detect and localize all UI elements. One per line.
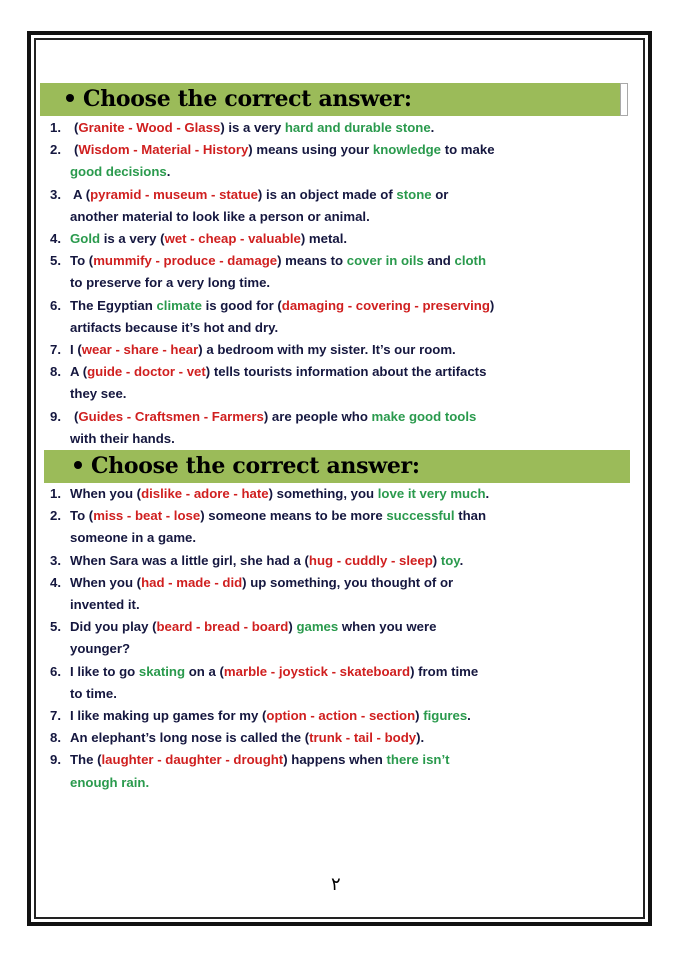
question-text: Did you play ( — [70, 619, 157, 635]
question-continuation-line — [70, 594, 140, 616]
question-text: An elephant’s long nose is called the ( — [70, 730, 310, 746]
question-number: 7. — [50, 342, 61, 357]
question-line — [50, 295, 495, 317]
answer-options: pyramid - museum - statue — [90, 186, 258, 202]
keyword: climate — [156, 297, 202, 313]
section-1-bar-end-cap — [620, 83, 628, 116]
question-line — [50, 572, 454, 594]
question-continuation-line — [70, 317, 278, 339]
question-text: to preserve for a very long time. — [70, 275, 271, 291]
question-text: When Sara was a little girl, she had a ( — [70, 552, 309, 568]
keyword: there isn’t — [386, 752, 450, 768]
question-text: ) — [432, 552, 441, 568]
question-text: ) tells tourists information about the artifacts — [205, 364, 487, 380]
bullet-icon — [74, 461, 82, 469]
question-number: 5. — [50, 619, 61, 635]
question-line — [50, 184, 449, 206]
question-text: ) are people who — [263, 408, 372, 424]
keyword: good decisions — [70, 164, 167, 180]
question-continuation-line — [70, 527, 196, 549]
question-text: . — [459, 552, 464, 568]
answer-options: hug - cuddly - sleep — [308, 552, 433, 568]
bullet-icon — [66, 94, 74, 102]
question-text: To ( — [70, 508, 94, 524]
answer-options: option - action - section — [266, 708, 416, 723]
question-line — [50, 661, 479, 683]
question-text: I like to go — [70, 663, 139, 679]
question-text: ) a bedroom with my sister. It’s our room. — [198, 342, 456, 357]
question-text: ) happens when — [283, 752, 387, 768]
question-number: 8. — [50, 364, 61, 380]
question-line — [50, 550, 464, 572]
question-number: 2. — [50, 508, 61, 524]
question-text: to time. — [70, 685, 117, 701]
answer-options: Wisdom - Material - History — [78, 142, 249, 158]
question-number: 7. — [50, 708, 61, 723]
question-text: ) something, you — [268, 486, 378, 501]
question-text: invented it. — [70, 597, 140, 612]
question-number: 3. — [50, 186, 61, 202]
answer-options: Granite - Wood - Glass — [78, 120, 221, 135]
question-number: 3. — [50, 552, 61, 568]
question-text: younger? — [70, 641, 131, 657]
question-number: 9. — [50, 408, 61, 424]
question-line — [50, 406, 477, 428]
question-text: ) is a very — [220, 120, 285, 135]
answer-options: had - made - did — [141, 574, 243, 590]
question-number: 4. — [50, 574, 61, 590]
keyword: figures — [423, 708, 468, 723]
keyword: Gold — [70, 231, 101, 246]
keyword: cloth — [454, 253, 487, 269]
question-line — [50, 139, 495, 161]
keyword: cover in oils — [346, 253, 424, 269]
keyword: knowledge — [372, 142, 442, 158]
keyword: skating — [138, 663, 186, 679]
question-text: ). — [416, 730, 425, 746]
question-text: and — [423, 253, 455, 269]
answer-options: wet - cheap - valuable — [164, 231, 301, 246]
question-line — [50, 749, 450, 771]
question-text: To ( — [70, 253, 94, 269]
question-line — [50, 727, 425, 749]
question-text: on a ( — [185, 663, 224, 679]
question-text: When you ( — [70, 486, 142, 501]
section-1-heading: Choose the correct answer: — [66, 86, 412, 112]
question-text: . — [467, 708, 471, 723]
answer-options: Guides - Craftsmen - Farmers — [78, 408, 264, 424]
keyword: hard and durable stone — [284, 120, 431, 135]
question-line — [50, 117, 435, 139]
keyword: toy — [440, 552, 460, 568]
page-number: ٢ — [331, 874, 341, 895]
question-text: ) means to — [277, 253, 347, 269]
question-number: 2. — [50, 142, 61, 158]
question-text: ) is an object made of — [257, 186, 397, 202]
keyword: love it very much — [377, 486, 486, 501]
question-text: ) — [489, 297, 495, 313]
question-continuation-line — [70, 161, 170, 183]
question-text: when you were — [338, 619, 437, 635]
answer-options: laughter - daughter - drought — [101, 752, 284, 768]
question-line — [50, 339, 456, 361]
keyword: games — [296, 619, 339, 635]
question-text: . — [430, 120, 435, 135]
question-line — [50, 483, 490, 505]
question-text: they see. — [70, 386, 127, 402]
question-text: ( — [74, 408, 79, 424]
section-2-heading: Choose the correct answer: — [74, 453, 420, 479]
question-text: to make — [441, 142, 495, 158]
keyword: enough rain. — [70, 774, 150, 790]
question-continuation-line — [70, 428, 175, 450]
question-text: ) means using your — [248, 142, 373, 158]
answer-options: wear - share - hear — [81, 342, 199, 357]
question-text: another material to look like a person or animal. — [70, 208, 370, 224]
question-text: artifacts because it’s hot and dry. — [70, 319, 279, 335]
question-line — [50, 505, 487, 527]
question-text: I ( — [70, 342, 82, 357]
question-line — [50, 250, 487, 272]
question-text: is good for ( — [201, 297, 282, 313]
question-text: with their hands. — [70, 430, 175, 446]
question-number: 6. — [50, 663, 61, 679]
question-text: than — [454, 508, 487, 524]
keyword: successful — [386, 508, 455, 524]
question-text: I like making up games for my ( — [70, 708, 267, 723]
question-continuation-line — [70, 272, 270, 294]
question-text: ) up something, you thought of or — [242, 574, 454, 590]
question-text: ) metal. — [300, 231, 348, 246]
question-number: 9. — [50, 752, 61, 768]
question-text: A ( — [73, 186, 91, 202]
question-number: 4. — [50, 231, 61, 246]
question-text: The ( — [70, 752, 102, 768]
question-text: ) someone means to be more — [200, 508, 387, 524]
question-line — [50, 228, 348, 250]
question-number: 6. — [50, 297, 61, 313]
question-text: The Egyptian — [70, 297, 157, 313]
question-number: 8. — [50, 730, 61, 746]
answer-options: dislike - adore - hate — [141, 486, 269, 501]
question-text: is a very ( — [100, 231, 165, 246]
question-text: someone in a game. — [70, 530, 197, 546]
question-text: or — [431, 186, 449, 202]
question-number: 5. — [50, 253, 61, 269]
question-text: . — [485, 486, 490, 501]
question-text: When you ( — [70, 574, 142, 590]
question-continuation-line — [70, 772, 149, 794]
answer-options: damaging - covering - preserving — [281, 297, 490, 313]
question-text: ( — [74, 120, 79, 135]
answer-options: mummify - produce - damage — [93, 253, 278, 269]
question-line — [50, 361, 487, 383]
question-text: ) from time — [410, 663, 479, 679]
question-text: ) — [415, 708, 424, 723]
keyword: stone — [396, 186, 432, 202]
question-number: 1. — [50, 486, 61, 501]
question-continuation-line — [70, 206, 370, 228]
question-continuation-line — [70, 383, 126, 405]
keyword: make good tools — [371, 408, 477, 424]
question-line — [50, 616, 437, 638]
answer-options: trunk - tail - body — [309, 730, 417, 746]
answer-options: beard - bread - board — [156, 619, 289, 635]
question-text: ( — [74, 142, 79, 158]
answer-options: marble - joystick - skateboard — [223, 663, 411, 679]
question-text: A ( — [70, 364, 88, 380]
question-continuation-line — [70, 638, 130, 660]
question-line — [50, 705, 471, 727]
question-continuation-line — [70, 683, 117, 705]
question-text: ) — [288, 619, 297, 635]
question-number: 1. — [50, 120, 61, 135]
answer-options: miss - beat - lose — [93, 508, 201, 524]
question-text: . — [166, 164, 171, 180]
answer-options: guide - doctor - vet — [87, 364, 206, 380]
